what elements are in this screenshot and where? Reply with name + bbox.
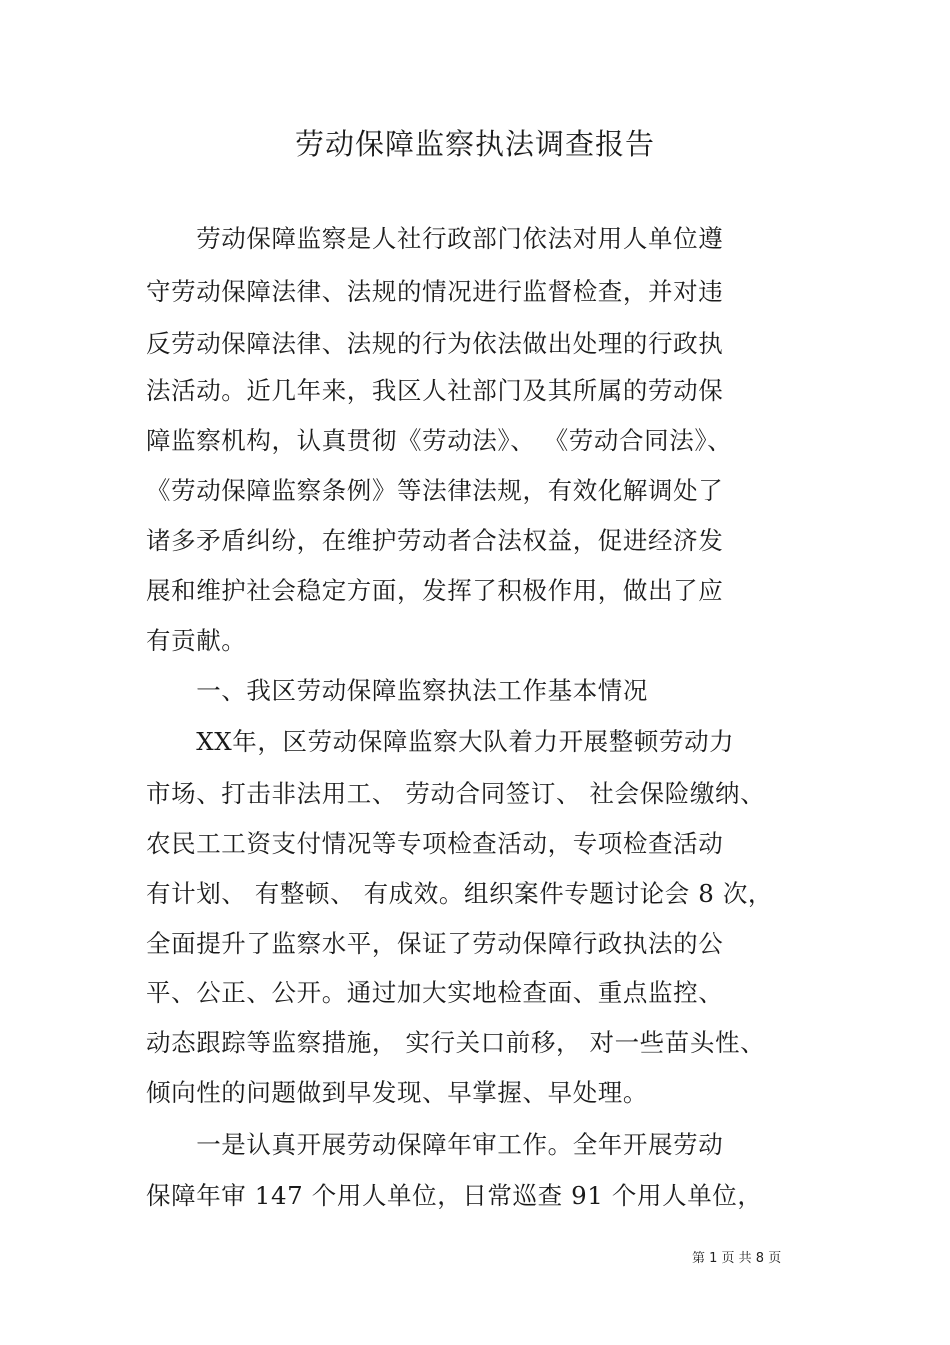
body-line: 诸多矛盾纠纷，在维护劳动者合法权益，促进经济发: [146, 526, 724, 555]
body-line: 动态跟踪等监察措施， 实行关口前移， 对一些苗头性、: [146, 1028, 766, 1057]
body-line: 劳动保障监察是人社行政部门依法对用人单位遵: [146, 224, 724, 253]
body-line: 一是认真开展劳动保障年审工作。全年开展劳动: [146, 1130, 724, 1159]
body-line: 全面提升了监察水平，保证了劳动保障行政执法的公: [146, 929, 724, 958]
page-number: 第 1 页 共 8 页: [692, 1251, 782, 1266]
body-line: 反劳动保障法律、法规的行为依法做出处理的行政执: [146, 329, 724, 358]
document-title: 劳动保障监察执法调查报告: [294, 127, 655, 161]
body-line: 农民工工资支付情况等专项检查活动，专项检查活动: [146, 829, 724, 858]
body-line: 《劳动保障监察条例》等法律法规，有效化解调处了: [146, 476, 724, 505]
body-line: 障监察机构，认真贯彻《劳动法》、 《劳动合同法》、: [146, 426, 733, 455]
body-line: 倾向性的问题做到早发现、早掌握、早处理。: [146, 1078, 648, 1107]
body-line: 有贡献。: [146, 626, 247, 655]
body-line: 有计划、 有整顿、 有成效。组织案件专题讨论会 8 次，: [146, 879, 774, 908]
body-line: 市场、打击非法用工、 劳动合同签订、 社会保险缴纳、: [146, 779, 766, 808]
body-line: 法活动。近几年来，我区人社部门及其所属的劳动保: [146, 376, 724, 405]
body-line: 保障年审 147 个用人单位，日常巡查 91 个用人单位，: [146, 1181, 763, 1210]
body-line: XX年，区劳动保障监察大队着力开展整顿劳动力: [146, 727, 735, 756]
body-line: 守劳动保障法律、法规的情况进行监督检查，并对违: [146, 277, 724, 306]
body-line: 展和维护社会稳定方面，发挥了积极作用，做出了应: [146, 576, 724, 605]
body-line: 平、公正、公开。通过加大实地检查面、重点监控、: [146, 978, 724, 1007]
section-heading: 一、我区劳动保障监察执法工作基本情况: [146, 676, 648, 705]
